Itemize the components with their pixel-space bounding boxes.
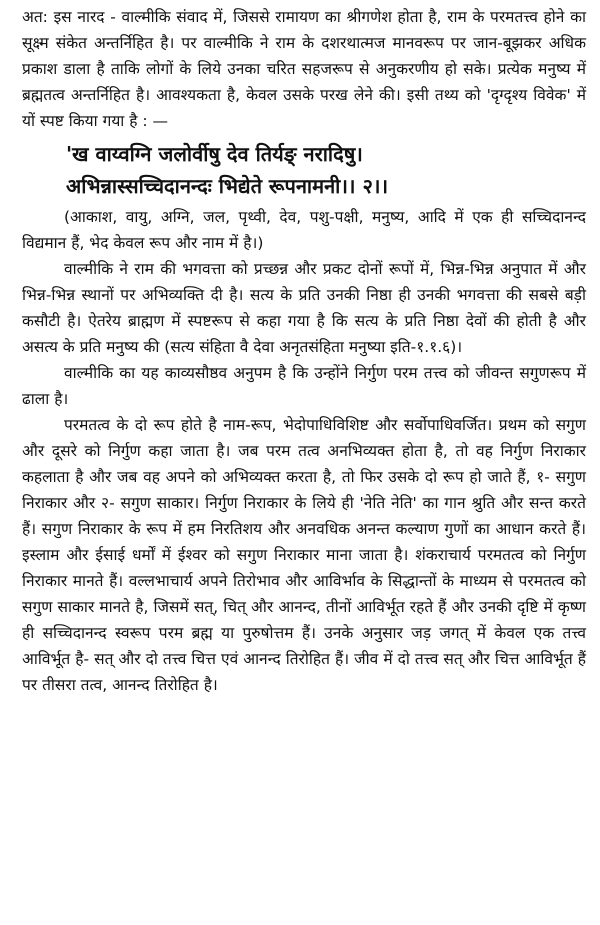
verse-translation: (आकाश, वायु, अग्नि, जल, पृथ्वी, देव, पशु-पक्षी, मनुष्य, आदि में एक ही सच्चिदानन्द विद्यमान हैं, भेद केवल रूप और नाम में है।) <box>22 208 586 252</box>
paragraph-paramtatva: परमतत्व के दो रूप होते है नाम-रूप, भेदोपाधिविशिष्ट और सर्वोपाधिवर्जित। प्रथम को सगुण और दूसरे को निर्गुण कहा जाता है। जब परम तत्व अनभिव्यक्त होता है, तो वह निर्गुण निराकार कहलाता है और जब वह अपने को अभिव्यक्त करता है, तो फिर उसके दो रूप हो जाते हैं, १- सगुण निराकार और २- सगुण साकार। निर्गुण निराकार के लिये ही 'नेति नेति' का गान श्रुति और सन्त करते हैं। सगुण निराकार के रूप में हम निरतिशय और अनवधिक अनन्त कल्याण गुणों का आधान करते हैं। इस्लाम और ईसाई धर्मों में ईश्वर को सगुण निराकार माना जाता है। शंकराचार्य परमतत्व को निर्गुण निराकार मानते हैं। वल्लभाचार्य अपने तिरोभाव और आविर्भाव के सिद्धान्तों के माध्यम से परमतत्व को सगुण साकार मानते है, जिसमें सत्, चित् और आनन्द, तीनों आविर्भूत रहते हैं और उनकी दृष्टि में कृष्ण ही सच्चिदानन्द स्वरूप परम ब्रह्म या पुरुषोत्तम हैं। उनके अनुसार जड़ जगत् में केवल एक तत्त्व आविर्भूत है- सत् और दो तत्त्व चित्त एवं आनन्द तिरोहित हैं। जीव में दो तत्त्व सत् और चित्त आविर्भूत हैं पर तीसरा तत्व, आनन्द तिरोहित है। <box>22 416 586 694</box>
verse-line-1: 'ख वाय्वग्नि जलोर्वीषु देव तिर्यङ् नरादिषु। <box>66 142 363 166</box>
paragraph-bhagvatta: वाल्मीकि ने राम की भगवत्ता को प्रच्छन्न और प्रकट दोनों रूपों में, भिन्न-भिन्न अनुपात में और भिन्न-भिन्न स्थानों पर अभिव्यक्ति दी है। सत्य के प्रति उनकी निष्ठा ही उनकी भगवत्ता की सबसे बड़ी कसौटी है। ऐतरेय ब्राह्मण में स्पष्टरूप से कहा गया है कि सत्य के प्रति निष्ठा देवों की होती है और असत्य के प्रति मनुष्य की (सत्य संहिता वै देवा अनृतसंहिता मनुष्या इति-१.१.६)। <box>22 260 586 356</box>
verse-line-2: अभिन्नास्सच्चिदानन्दः भिद्येते रूपनामनी।। २।। <box>66 174 389 198</box>
paragraph-narad-valmiki: अत: इस नारद - वाल्मीकि संवाद में, जिससे रामायण का श्रीगणेश होता है, राम के परमतत्त्व होने का सूक्ष्म संकेत अन्तर्निहित है। पर वाल्मीकि ने राम के दशरथात्मज मानवरूप पर जान-बूझकर अधिक प्रकाश डाला है ताकि लोगों के लिये उनका चरित सहजरूप से अनुकरणीय हो सके। प्रत्येक मनुष्य में ब्रह्मतत्व अन्तर्निहित है। आवश्यकता है, केवल उसके परख लेने की। इसी तथ्य को 'दृग्दृश्य विवेक' में यों स्पष्ट किया गया है : — <box>22 8 586 130</box>
sanskrit-verse <box>22 138 586 202</box>
paragraph-kavyasaushthav: वाल्मीकि का यह काव्यसौष्ठव अनुपम है कि उन्होंने निर्गुण परम तत्त्व को जीवन्त सगुणरूप में ढाला है। <box>22 364 586 408</box>
